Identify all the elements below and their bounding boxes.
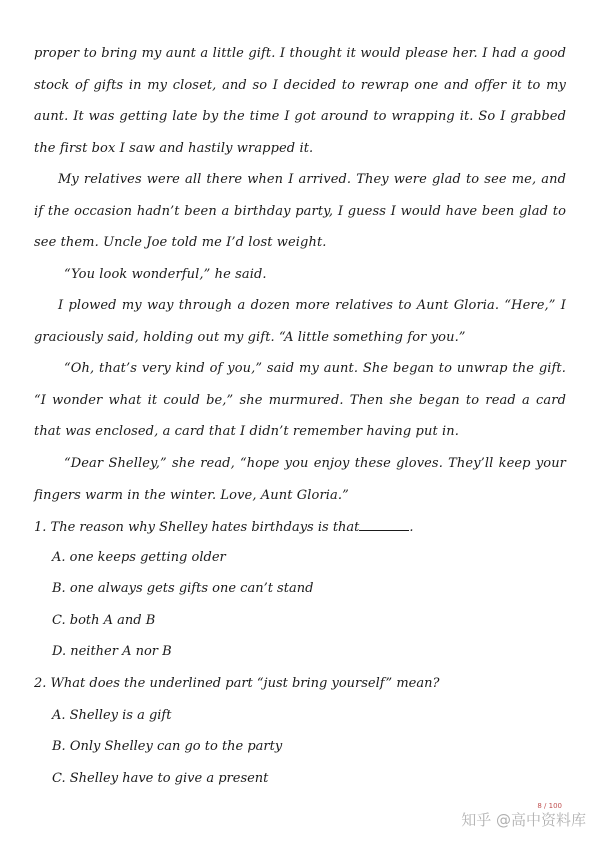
watermark: 知乎 @高中资料库 — [461, 811, 586, 829]
passage-paragraph-2: My relatives were all there when I arrived. They were glad to see me, and if the occasion hadn’t been a birthday party, I guess I would have been glad to see them. Uncle Joe told me I’d lost weight. — [34, 172, 566, 251]
page-number: 8 / 100 — [537, 802, 562, 810]
question-2-stem: 2. What does the underlined part “just bring yourself” mean? — [34, 676, 440, 691]
question-1-option-a: A. one keeps getting older — [52, 550, 226, 565]
question-1-option-b: B. one always gets gifts one can’t stand — [52, 581, 314, 596]
passage-paragraph-5: “Oh, that’s very kind of you,” said my aunt. She began to unwrap the gift. “I wonder what it could be,” she murmured. Then she began to read a card that was enclosed, a card that I didn’t remember having put in. — [34, 361, 566, 440]
answer-blank — [359, 518, 409, 531]
question-1-stem — [34, 518, 414, 535]
passage-paragraph-3: “You look wonderful,” he said. — [64, 267, 267, 282]
passage-paragraph-6: “Dear Shelley,” she read, “hope you enjoy these gloves. They’ll keep your fingers warm in the winter. Love, Aunt Gloria.” — [34, 456, 566, 503]
passage-paragraph-1: proper to bring my aunt a little gift. I thought it would please her. I had a good stock of gifts in my closet, and so I decided to rewrap one and offer it to my aunt. It was getting late by the time I got around to wrapping it. So I grabbed the first box I saw and hastily wrapped it. — [34, 46, 566, 156]
question-1-end: . — [409, 520, 414, 535]
question-1-option-c: C. both A and B — [52, 613, 156, 628]
question-2-option-c: C. Shelley have to give a present — [52, 771, 269, 786]
question-2-option-a: A. Shelley is a gift — [52, 708, 172, 723]
question-2-option-b: B. Only Shelley can go to the party — [52, 739, 283, 754]
passage-paragraph-4: I plowed my way through a dozen more relatives to Aunt Gloria. “Here,” I graciously said, holding out my gift. “A little something for you.” — [34, 298, 566, 345]
question-1-text: 1. The reason why Shelley hates birthdays is that — [34, 520, 360, 535]
question-1-option-d: D. neither A nor B — [52, 644, 172, 659]
